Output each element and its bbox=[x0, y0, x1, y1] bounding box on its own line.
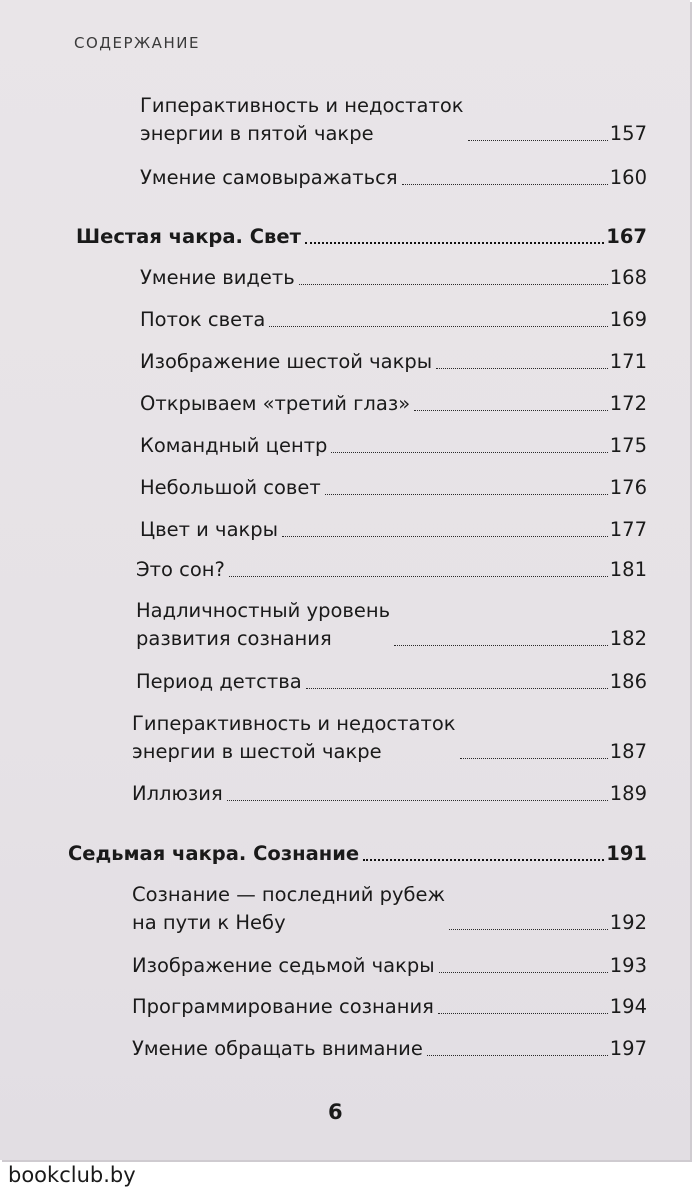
toc-entry-text: Надличностный уровень bbox=[136, 599, 391, 622]
dot-leader bbox=[229, 576, 608, 577]
toc-entry-text: Сознание — последний рубеж bbox=[132, 883, 446, 906]
toc-entry-text: Умение видеть bbox=[140, 266, 295, 289]
toc-page-number: 191 bbox=[606, 842, 647, 865]
toc-entry bbox=[132, 993, 647, 1021]
toc-entry bbox=[140, 92, 647, 148]
toc-page-number: 177 bbox=[609, 518, 647, 541]
toc-entry bbox=[140, 348, 647, 376]
toc-entry-text: энергии в шестой чакре bbox=[132, 740, 382, 763]
toc-page-number: 171 bbox=[609, 350, 647, 373]
toc-entry-text: Период детства bbox=[136, 670, 302, 693]
toc-entry bbox=[132, 780, 647, 808]
toc-page-number: 182 bbox=[609, 627, 647, 650]
toc-page-number: 172 bbox=[609, 392, 647, 415]
toc-entry-text: Поток света bbox=[140, 308, 266, 331]
toc-chapter bbox=[68, 840, 647, 868]
dot-leader bbox=[427, 1055, 608, 1056]
toc-entry-text: Это сон? bbox=[136, 558, 225, 581]
toc-entry bbox=[140, 432, 647, 460]
toc-entry-text: Изображение седьмой чакры bbox=[132, 954, 435, 977]
toc-entry-text: Небольшой совет bbox=[140, 476, 321, 499]
dot-leader bbox=[394, 645, 608, 646]
toc-entry bbox=[136, 556, 647, 584]
dot-leader bbox=[468, 140, 608, 141]
dot-leader bbox=[299, 284, 608, 285]
toc-entry-text: развития сознания bbox=[136, 627, 332, 650]
toc-page-number: 197 bbox=[609, 1037, 647, 1060]
toc-page-number: 175 bbox=[609, 434, 647, 457]
toc-chapter bbox=[76, 223, 647, 251]
toc-page-number: 194 bbox=[609, 995, 647, 1018]
dot-leader bbox=[306, 688, 608, 689]
toc-entry-text: Программирование сознания bbox=[132, 995, 434, 1018]
toc-page-number: 192 bbox=[609, 911, 647, 934]
toc-page-number: 193 bbox=[609, 954, 647, 977]
toc-entry bbox=[136, 597, 647, 653]
dot-leader bbox=[269, 326, 607, 327]
dot-leader bbox=[414, 410, 608, 411]
toc-page-number: 168 bbox=[609, 266, 647, 289]
dot-leader bbox=[363, 859, 604, 861]
toc-page-number: 189 bbox=[609, 782, 647, 805]
toc-page-number: 187 bbox=[609, 740, 647, 763]
toc-entry bbox=[132, 1035, 647, 1063]
toc-page-number: 160 bbox=[609, 166, 647, 189]
toc-entry bbox=[132, 952, 647, 980]
toc-entry-text: Умение самовыражаться bbox=[140, 166, 398, 189]
dot-leader bbox=[227, 800, 608, 801]
dot-leader bbox=[282, 536, 608, 537]
site-watermark: bookclub.by bbox=[8, 1163, 136, 1187]
toc-chapter-title: Седьмая чакра. Сознание bbox=[68, 842, 360, 865]
toc-entry bbox=[140, 474, 647, 502]
toc-entry-text: Гиперактивность и недостаток bbox=[132, 712, 456, 735]
dot-leader bbox=[449, 929, 608, 930]
toc-entry bbox=[136, 668, 647, 696]
dot-leader bbox=[439, 972, 608, 973]
toc-entry-text: Цвет и чакры bbox=[140, 518, 279, 541]
toc-page-number: 176 bbox=[609, 476, 647, 499]
toc-entry bbox=[132, 881, 647, 937]
dot-leader bbox=[305, 242, 604, 244]
toc-entry bbox=[140, 390, 647, 418]
dot-leader bbox=[325, 494, 608, 495]
toc-chapter-title: Шестая чакра. Свет bbox=[76, 225, 301, 248]
toc-entry-text: Командный центр bbox=[140, 434, 328, 457]
toc-entry bbox=[140, 264, 647, 292]
dot-leader bbox=[436, 368, 608, 369]
section-header: СОДЕРЖАНИЕ bbox=[74, 34, 200, 52]
toc-entry-text: Гиперактивность и недостаток bbox=[140, 94, 464, 117]
toc-page-number: 167 bbox=[606, 225, 647, 248]
toc-page-number: 169 bbox=[609, 308, 647, 331]
toc-entry bbox=[140, 164, 647, 192]
toc-entry-text: Изображение шестой чакры bbox=[140, 350, 433, 373]
dot-leader bbox=[331, 452, 607, 453]
toc-entry bbox=[132, 710, 647, 766]
page-number: 6 bbox=[328, 1100, 343, 1124]
toc-entry-text: Открываем «третий глаз» bbox=[140, 392, 411, 415]
dot-leader bbox=[438, 1013, 608, 1014]
toc-entry-text: Иллюзия bbox=[132, 782, 223, 805]
toc-entry bbox=[140, 306, 647, 334]
dot-leader bbox=[402, 184, 608, 185]
toc-entry-text: энергии в пятой чакре bbox=[140, 122, 374, 145]
toc-entry-text: Умение обращать внимание bbox=[132, 1037, 423, 1060]
toc-entry bbox=[140, 516, 647, 544]
toc-page-number: 157 bbox=[609, 122, 647, 145]
dot-leader bbox=[460, 758, 608, 759]
toc-page-number: 186 bbox=[609, 670, 647, 693]
toc-entry-text: на пути к Небу bbox=[132, 911, 286, 934]
toc-page-number: 181 bbox=[609, 558, 647, 581]
